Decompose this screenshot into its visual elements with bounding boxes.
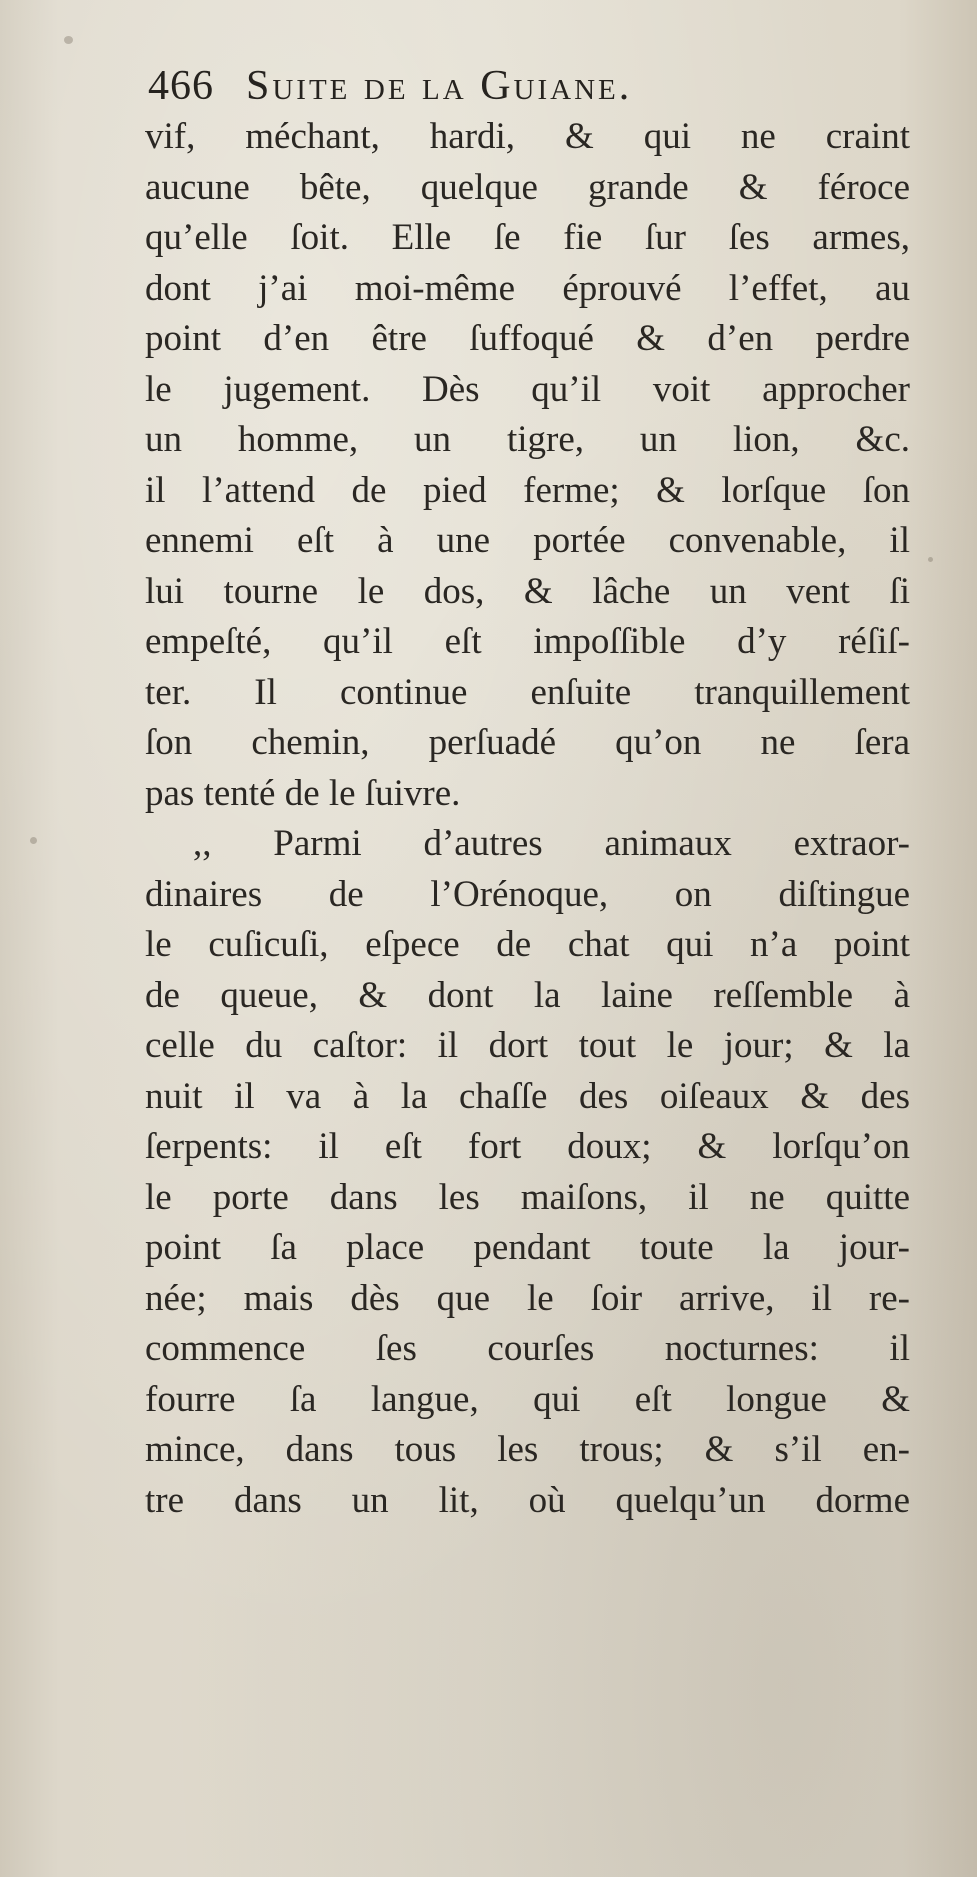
text-line: tre dans un lit, où quelqu’un dorme bbox=[145, 1479, 910, 1521]
text-line: celle du caſtor: il dort tout le jour; & la bbox=[145, 1025, 910, 1066]
text-line: point d’en être ſuffoqué & d’en perdre bbox=[145, 318, 910, 359]
text-line: née; mais dès que le ſoir arrive, il re- bbox=[145, 1277, 910, 1319]
paper-foxing-spot bbox=[64, 36, 73, 44]
text-line: il l’attend de pied ferme; & lorſque ſon bbox=[145, 469, 910, 511]
text-line: dont j’ai moi-même éprouvé l’effet, au bbox=[145, 267, 910, 309]
running-head: Suite de la Guiane. bbox=[246, 63, 633, 109]
text-line: lui tourne le dos, & lâche un vent ſi bbox=[145, 570, 910, 612]
text-line: vif, méchant, hardi, & qui ne craint bbox=[145, 116, 910, 157]
text-line: commence ſes courſes nocturnes: il bbox=[145, 1328, 910, 1369]
text-line: point ſa place pendant toute la jour- bbox=[145, 1227, 910, 1268]
text-line: ſerpents: il eſt fort doux; & lorſqu’on bbox=[145, 1126, 910, 1167]
text-line: qu’elle ſoit. Elle ſe fie ſur ſes armes, bbox=[145, 217, 910, 258]
text-line: un homme, un tigre, un lion, &c. bbox=[145, 419, 910, 460]
text-line: fourre ſa langue, qui eſt longue & bbox=[145, 1378, 910, 1420]
page-header bbox=[148, 62, 808, 118]
text-line: ter. Il continue enſuite tranquillement bbox=[145, 671, 910, 713]
text-line: ſon chemin, perſuadé qu’on ne ſera bbox=[145, 722, 910, 763]
text-line: mince, dans tous les trous; & s’il en- bbox=[145, 1429, 910, 1470]
text-line: le cuſicuſi, eſpece de chat qui n’a point bbox=[145, 924, 910, 965]
text-line: empeſté, qu’il eſt impoſſible d’y réſiſ- bbox=[145, 621, 910, 662]
paper-foxing-spot bbox=[928, 557, 933, 562]
body-text bbox=[145, 112, 910, 1526]
text-line: dinaires de l’Orénoque, on diſtingue bbox=[145, 873, 910, 915]
text-line: de queue, & dont la laine reſſemble à bbox=[145, 974, 910, 1016]
paper-foxing-spot bbox=[30, 837, 37, 844]
paragraph-start-line: ,, Parmi d’autres animaux extraor- bbox=[193, 823, 910, 864]
text-line: ennemi eſt à une portée convenable, il bbox=[145, 520, 910, 561]
text-line: le jugement. Dès qu’il voit approcher bbox=[145, 368, 910, 410]
text-line: nuit il va à la chaſſe des oiſeaux & des bbox=[145, 1075, 910, 1117]
paragraph-end-line: pas tenté de le ſuivre. bbox=[145, 772, 461, 814]
text-line: le porte dans les maiſons, il ne quitte bbox=[145, 1176, 910, 1218]
page-number: 466 bbox=[148, 63, 214, 109]
text-line: aucune bête, quelque grande & féroce bbox=[145, 166, 910, 208]
